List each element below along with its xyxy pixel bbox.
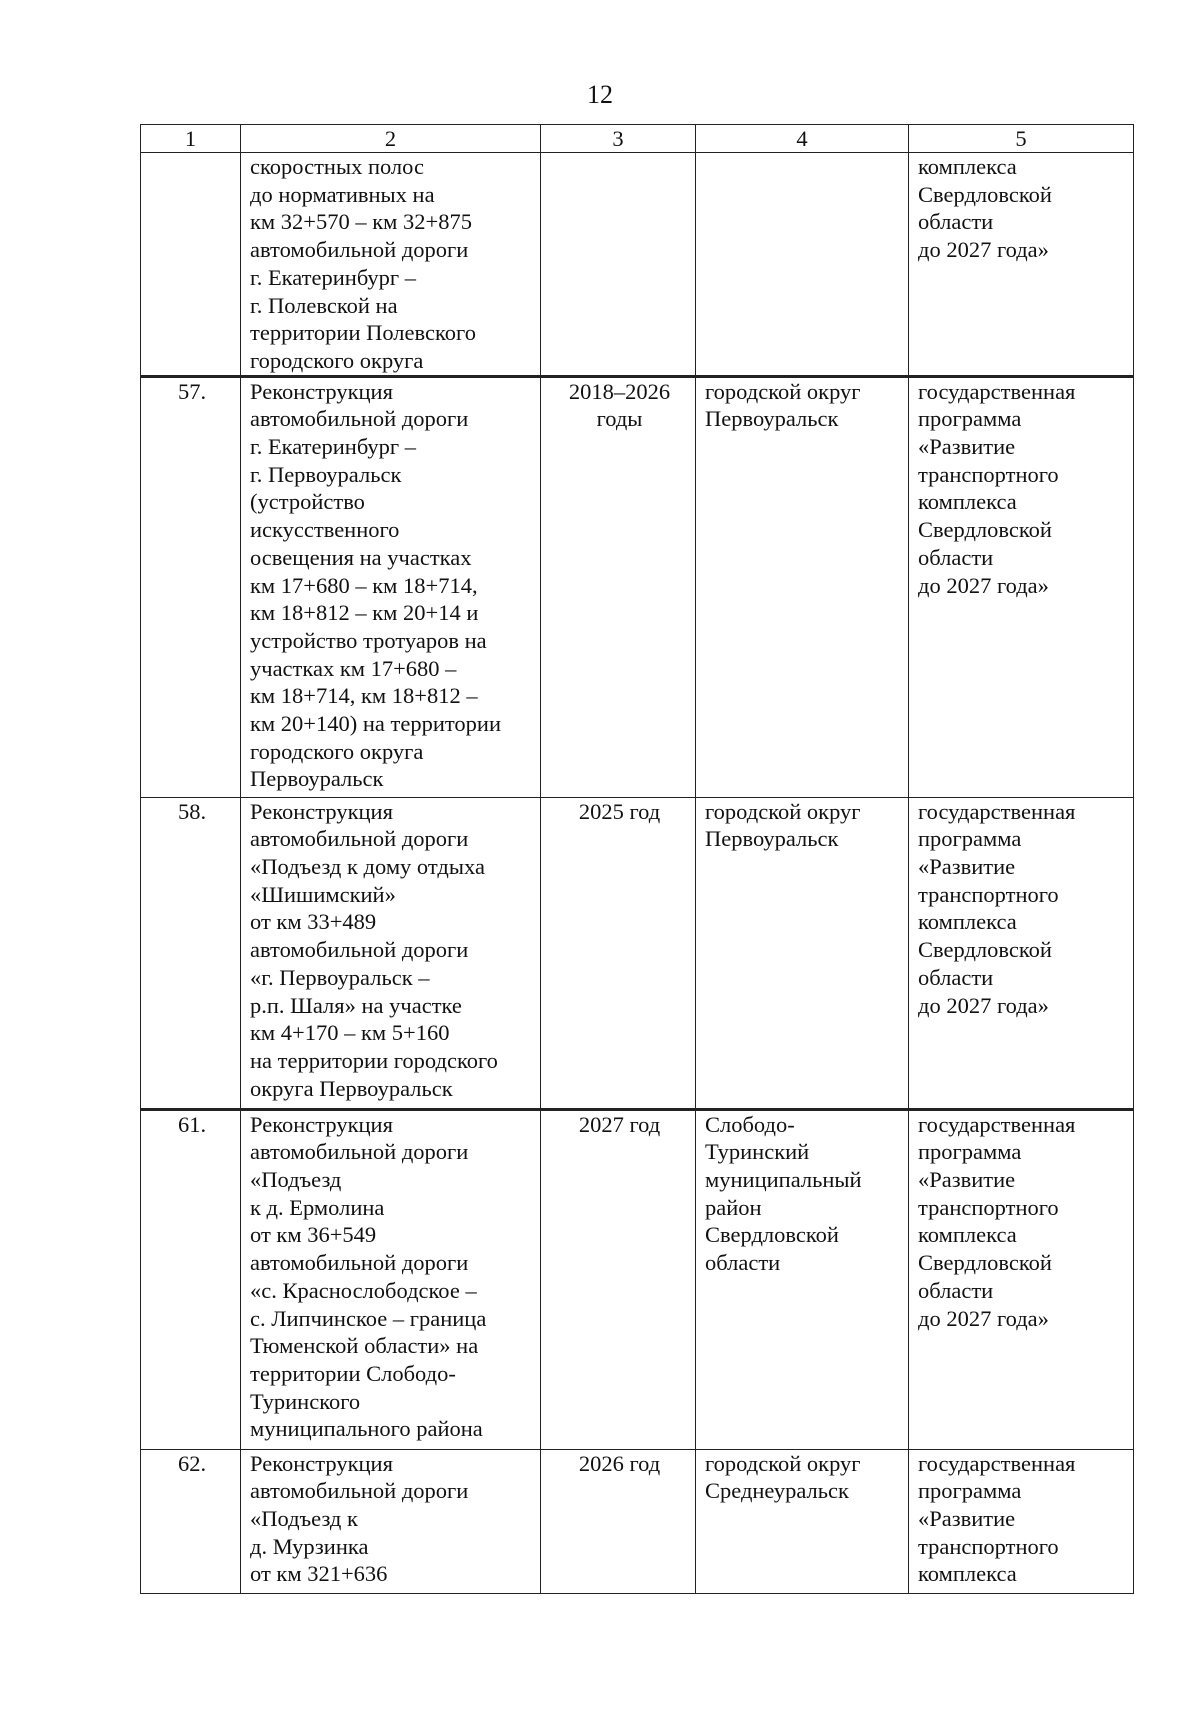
program: государственная программа «Развитие транспортного комплекса bbox=[909, 1449, 1134, 1593]
implementation-period: 2025 год bbox=[541, 797, 696, 1109]
column-header-3: 3 bbox=[541, 125, 696, 153]
table-row bbox=[141, 153, 1134, 377]
territory: городской округ Первоуральск bbox=[696, 797, 909, 1109]
object-description: Реконструкция автомобильной дороги «Подъезд к д. Ермолина от км 36+549 автомобильной дороги «с. Краснослободское – с. Липчинское – граница Тюменской области» на территории Слободо- Туринского муниципального района bbox=[241, 1109, 541, 1449]
column-header-2: 2 bbox=[241, 125, 541, 153]
implementation-period: 2026 год bbox=[541, 1449, 696, 1593]
object-description: скоростных полос до нормативных на км 32+570 – км 32+875 автомобильной дороги г. Екатеринбург – г. Полевской на территории Полевского городского округа bbox=[241, 153, 541, 377]
column-header-5: 5 bbox=[909, 125, 1134, 153]
table-row bbox=[141, 1449, 1134, 1593]
territory: городской округ Среднеуральск bbox=[696, 1449, 909, 1593]
row-number: 58. bbox=[141, 797, 241, 1109]
territory: городской округ Первоуральск bbox=[696, 376, 909, 797]
table-row bbox=[141, 797, 1134, 1109]
territory: Слободо- Туринский муниципальный район Свердловской области bbox=[696, 1109, 909, 1449]
table-row bbox=[141, 376, 1134, 797]
table-header-row bbox=[141, 125, 1134, 153]
program: государственная программа «Развитие транспортного комплекса Свердловской области до 2027 года» bbox=[909, 797, 1134, 1109]
program: государственная программа «Развитие транспортного комплекса Свердловской области до 2027 года» bbox=[909, 376, 1134, 797]
row-number: 62. bbox=[141, 1449, 241, 1593]
column-header-4: 4 bbox=[696, 125, 909, 153]
row-number bbox=[141, 153, 241, 377]
object-description: Реконструкция автомобильной дороги «Подъезд к д. Мурзинка от км 321+636 bbox=[241, 1449, 541, 1593]
implementation-period: 2027 год bbox=[541, 1109, 696, 1449]
row-number: 57. bbox=[141, 376, 241, 797]
program: комплекса Свердловской области до 2027 года» bbox=[909, 153, 1134, 377]
row-number: 61. bbox=[141, 1109, 241, 1449]
implementation-period bbox=[541, 153, 696, 377]
object-description: Реконструкция автомобильной дороги «Подъезд к дому отдыха «Шишимский» от км 33+489 автомобильной дороги «г. Первоуральск – р.п. Шаля» на участке км 4+170 – км 5+160 на территории городского округа Первоуральск bbox=[241, 797, 541, 1109]
program: государственная программа «Развитие транспортного комплекса Свердловской области до 2027 года» bbox=[909, 1109, 1134, 1449]
column-header-1: 1 bbox=[141, 125, 241, 153]
table-row bbox=[141, 1109, 1134, 1449]
implementation-period: 2018–2026 годы bbox=[541, 376, 696, 797]
object-description: Реконструкция автомобильной дороги г. Екатеринбург – г. Первоуральск (устройство искусственного освещения на участках км 17+680 – км 18+714, км 18+812 – км 20+14 и устройство тротуаров на участках км 17+680 – км 18+714, км 18+812 – км 20+140) на территории городского округа Первоуральск bbox=[241, 376, 541, 797]
page-number: 12 bbox=[587, 80, 613, 109]
objects-table bbox=[140, 124, 1134, 1594]
territory bbox=[696, 153, 909, 377]
